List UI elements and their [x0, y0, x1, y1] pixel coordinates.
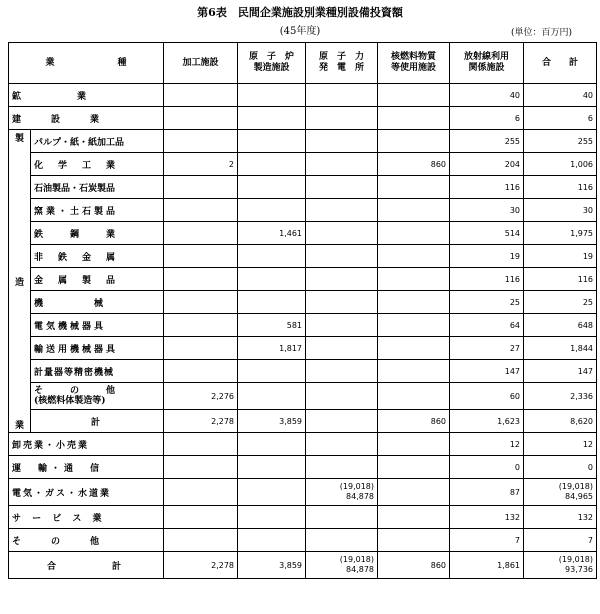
row-label: 鉱 業 [9, 84, 164, 107]
cell [306, 314, 378, 337]
cell: 147 [450, 360, 524, 383]
cell: 30 [450, 199, 524, 222]
grand-total-row [9, 552, 597, 579]
cell [164, 84, 238, 107]
table-row [9, 383, 597, 410]
cell: 860 [378, 153, 450, 176]
cell: 132 [450, 506, 524, 529]
cell: 6 [450, 107, 524, 130]
table-row [9, 130, 597, 153]
cell [378, 314, 450, 337]
mfg-char-3: 業 [14, 421, 24, 431]
cell [164, 245, 238, 268]
cell [164, 314, 238, 337]
row-label: 建 設 業 [9, 107, 164, 130]
cell [306, 479, 378, 506]
cell [238, 529, 306, 552]
mfg-char-1: 製 [14, 134, 24, 144]
table-subtitle: (45年度) [279, 26, 321, 37]
cell [378, 176, 450, 199]
cell: 19 [450, 245, 524, 268]
header-row [9, 43, 597, 84]
cell [306, 410, 378, 433]
cell [164, 222, 238, 245]
table-row [9, 222, 597, 245]
cell: 7 [524, 529, 597, 552]
table-row [9, 433, 597, 456]
cell: 2 [164, 153, 238, 176]
table-row [9, 176, 597, 199]
cell [238, 176, 306, 199]
cell [378, 245, 450, 268]
row-label: 非 鉄 金 属 [31, 245, 164, 268]
cell [238, 130, 306, 153]
row-label: 化 学 工 業 [31, 153, 164, 176]
table-row [9, 456, 597, 479]
cell [306, 199, 378, 222]
cell [378, 337, 450, 360]
cell: 12 [450, 433, 524, 456]
cell: 0 [524, 456, 597, 479]
cell: 132 [524, 506, 597, 529]
cell [378, 84, 450, 107]
row-label: サ ー ビ ス 業 [9, 506, 164, 529]
cell: 1,461 [238, 222, 306, 245]
cell [238, 433, 306, 456]
cell: 1,623 [450, 410, 524, 433]
header-fuel [378, 43, 450, 84]
manufacturing-group-label [9, 130, 31, 433]
cell: 860 [378, 410, 450, 433]
cell [164, 360, 238, 383]
cell: 8,620 [524, 410, 597, 433]
row-label: 窯業・土石製品 [31, 199, 164, 222]
row-label: 卸売業・小売業 [9, 433, 164, 456]
cell [306, 153, 378, 176]
cell [378, 130, 450, 153]
row-label-b: (核燃料体製造等) [34, 396, 106, 406]
cell [238, 199, 306, 222]
cell: 514 [450, 222, 524, 245]
table-title: 第6表 民間企業施設別業種別設備投資額 [197, 6, 403, 19]
table-row [9, 107, 597, 130]
row-label: 金 属 製 品 [31, 268, 164, 291]
cell-paren: (19,018) [558, 482, 594, 491]
cell: 1,844 [524, 337, 597, 360]
row-label: 運 輸・通 信 [9, 456, 164, 479]
cell: 0 [450, 456, 524, 479]
cell [164, 130, 238, 153]
row-label: 石油製品・石炭製品 [31, 176, 164, 199]
cell [164, 456, 238, 479]
header-nuclear-plant-b: 発 電 所 [319, 63, 365, 73]
cell [306, 456, 378, 479]
cell: 204 [450, 153, 524, 176]
cell-value: 84,965 [565, 492, 594, 501]
cell [164, 176, 238, 199]
cell [238, 383, 306, 410]
cell [306, 291, 378, 314]
row-label: 輸送用機械器具 [31, 337, 164, 360]
cell [164, 291, 238, 314]
header-nuclear-plant-a: 原 子 力 [319, 52, 365, 62]
cell: 6 [524, 107, 597, 130]
cell [164, 506, 238, 529]
cell: 25 [524, 291, 597, 314]
cell [306, 552, 378, 579]
table-row [9, 529, 597, 552]
cell [164, 529, 238, 552]
header-total: 合 計 [524, 43, 597, 84]
cell [306, 268, 378, 291]
cell-value: 93,736 [565, 565, 594, 574]
cell [524, 552, 597, 579]
header-radiation [450, 43, 524, 84]
cell: 581 [238, 314, 306, 337]
table-row [9, 360, 597, 383]
row-label: 計量器等精密機械 [31, 360, 164, 383]
cell: 19 [524, 245, 597, 268]
cell: 648 [524, 314, 597, 337]
cell [164, 268, 238, 291]
cell: 1,975 [524, 222, 597, 245]
cell [306, 245, 378, 268]
cell [164, 199, 238, 222]
cell [164, 107, 238, 130]
cell: 147 [524, 360, 597, 383]
cell [238, 506, 306, 529]
table-row [9, 410, 597, 433]
cell: 116 [450, 176, 524, 199]
cell [306, 107, 378, 130]
cell: 27 [450, 337, 524, 360]
row-label: 機 械 [31, 291, 164, 314]
cell-paren: (19,018) [558, 555, 594, 564]
cell-paren: (19,018) [339, 555, 375, 564]
cell [378, 360, 450, 383]
cell: 116 [450, 268, 524, 291]
cell [378, 433, 450, 456]
row-label: そ の 他 [9, 529, 164, 552]
header-fuel-a: 核燃料物質 [391, 52, 437, 62]
cell [378, 268, 450, 291]
cell: 2,278 [164, 552, 238, 579]
table-row [9, 268, 597, 291]
table-row [9, 314, 597, 337]
mfg-char-2: 造 [14, 277, 24, 288]
cell [306, 337, 378, 360]
table-row [9, 245, 597, 268]
cell: 2,278 [164, 410, 238, 433]
cell [238, 479, 306, 506]
unit-label: (単位：百万円) [510, 28, 572, 38]
cell: 860 [378, 552, 450, 579]
header-reactor-a: 原 子 炉 [249, 52, 295, 62]
header-radiation-a: 放射線利用 [464, 52, 510, 62]
table-row [9, 84, 597, 107]
cell: 116 [524, 176, 597, 199]
cell [378, 107, 450, 130]
cell [378, 291, 450, 314]
cell: 7 [450, 529, 524, 552]
cell [164, 479, 238, 506]
investment-table [8, 42, 597, 579]
cell [378, 506, 450, 529]
cell [238, 360, 306, 383]
cell [238, 84, 306, 107]
cell: 30 [524, 199, 597, 222]
cell: 116 [524, 268, 597, 291]
cell: 3,859 [238, 552, 306, 579]
header-nuclear-plant [306, 43, 378, 84]
table-row [9, 199, 597, 222]
cell [238, 456, 306, 479]
table-row [9, 479, 597, 506]
cell: 40 [524, 84, 597, 107]
row-label: 計 [31, 410, 164, 433]
row-label: 電気・ガス・水道業 [9, 479, 164, 506]
cell: 255 [524, 130, 597, 153]
header-reactor-b: 製造施設 [253, 63, 290, 73]
cell: 1,861 [450, 552, 524, 579]
cell [378, 529, 450, 552]
header-industry: 業 種 [9, 43, 164, 84]
cell: 25 [450, 291, 524, 314]
row-label-a: そ の 他 [34, 386, 119, 396]
cell [238, 245, 306, 268]
cell [306, 176, 378, 199]
table-row [9, 291, 597, 314]
cell [524, 479, 597, 506]
cell [378, 222, 450, 245]
cell-value: 84,878 [346, 492, 375, 501]
row-label [31, 383, 164, 410]
cell [378, 456, 450, 479]
cell [378, 383, 450, 410]
cell [164, 433, 238, 456]
cell: 1,006 [524, 153, 597, 176]
row-label: 電気機械器具 [31, 314, 164, 337]
row-label: パルプ・紙・紙加工品 [31, 130, 164, 153]
cell [306, 529, 378, 552]
cell [306, 506, 378, 529]
cell [306, 222, 378, 245]
header-radiation-b: 関係施設 [468, 63, 505, 73]
table-row [9, 506, 597, 529]
cell-value: 84,878 [346, 565, 375, 574]
header-reactor [238, 43, 306, 84]
cell [238, 107, 306, 130]
cell [238, 153, 306, 176]
cell [306, 84, 378, 107]
row-label: 合 計 [9, 552, 164, 579]
cell: 2,276 [164, 383, 238, 410]
header-fuel-b: 等使用施設 [391, 63, 437, 73]
cell [238, 291, 306, 314]
cell [306, 433, 378, 456]
row-label: 鉄 鋼 業 [31, 222, 164, 245]
cell: 40 [450, 84, 524, 107]
table-row [9, 337, 597, 360]
cell [306, 360, 378, 383]
table-row [9, 153, 597, 176]
cell: 12 [524, 433, 597, 456]
cell: 60 [450, 383, 524, 410]
cell-paren: (19,018) [339, 482, 375, 491]
header-processing: 加工施設 [164, 43, 238, 84]
cell: 87 [450, 479, 524, 506]
cell [378, 479, 450, 506]
cell [164, 337, 238, 360]
cell: 2,336 [524, 383, 597, 410]
cell: 64 [450, 314, 524, 337]
cell [306, 130, 378, 153]
cell [378, 199, 450, 222]
cell: 255 [450, 130, 524, 153]
cell [238, 268, 306, 291]
cell: 1,817 [238, 337, 306, 360]
cell [306, 383, 378, 410]
cell: 3,859 [238, 410, 306, 433]
